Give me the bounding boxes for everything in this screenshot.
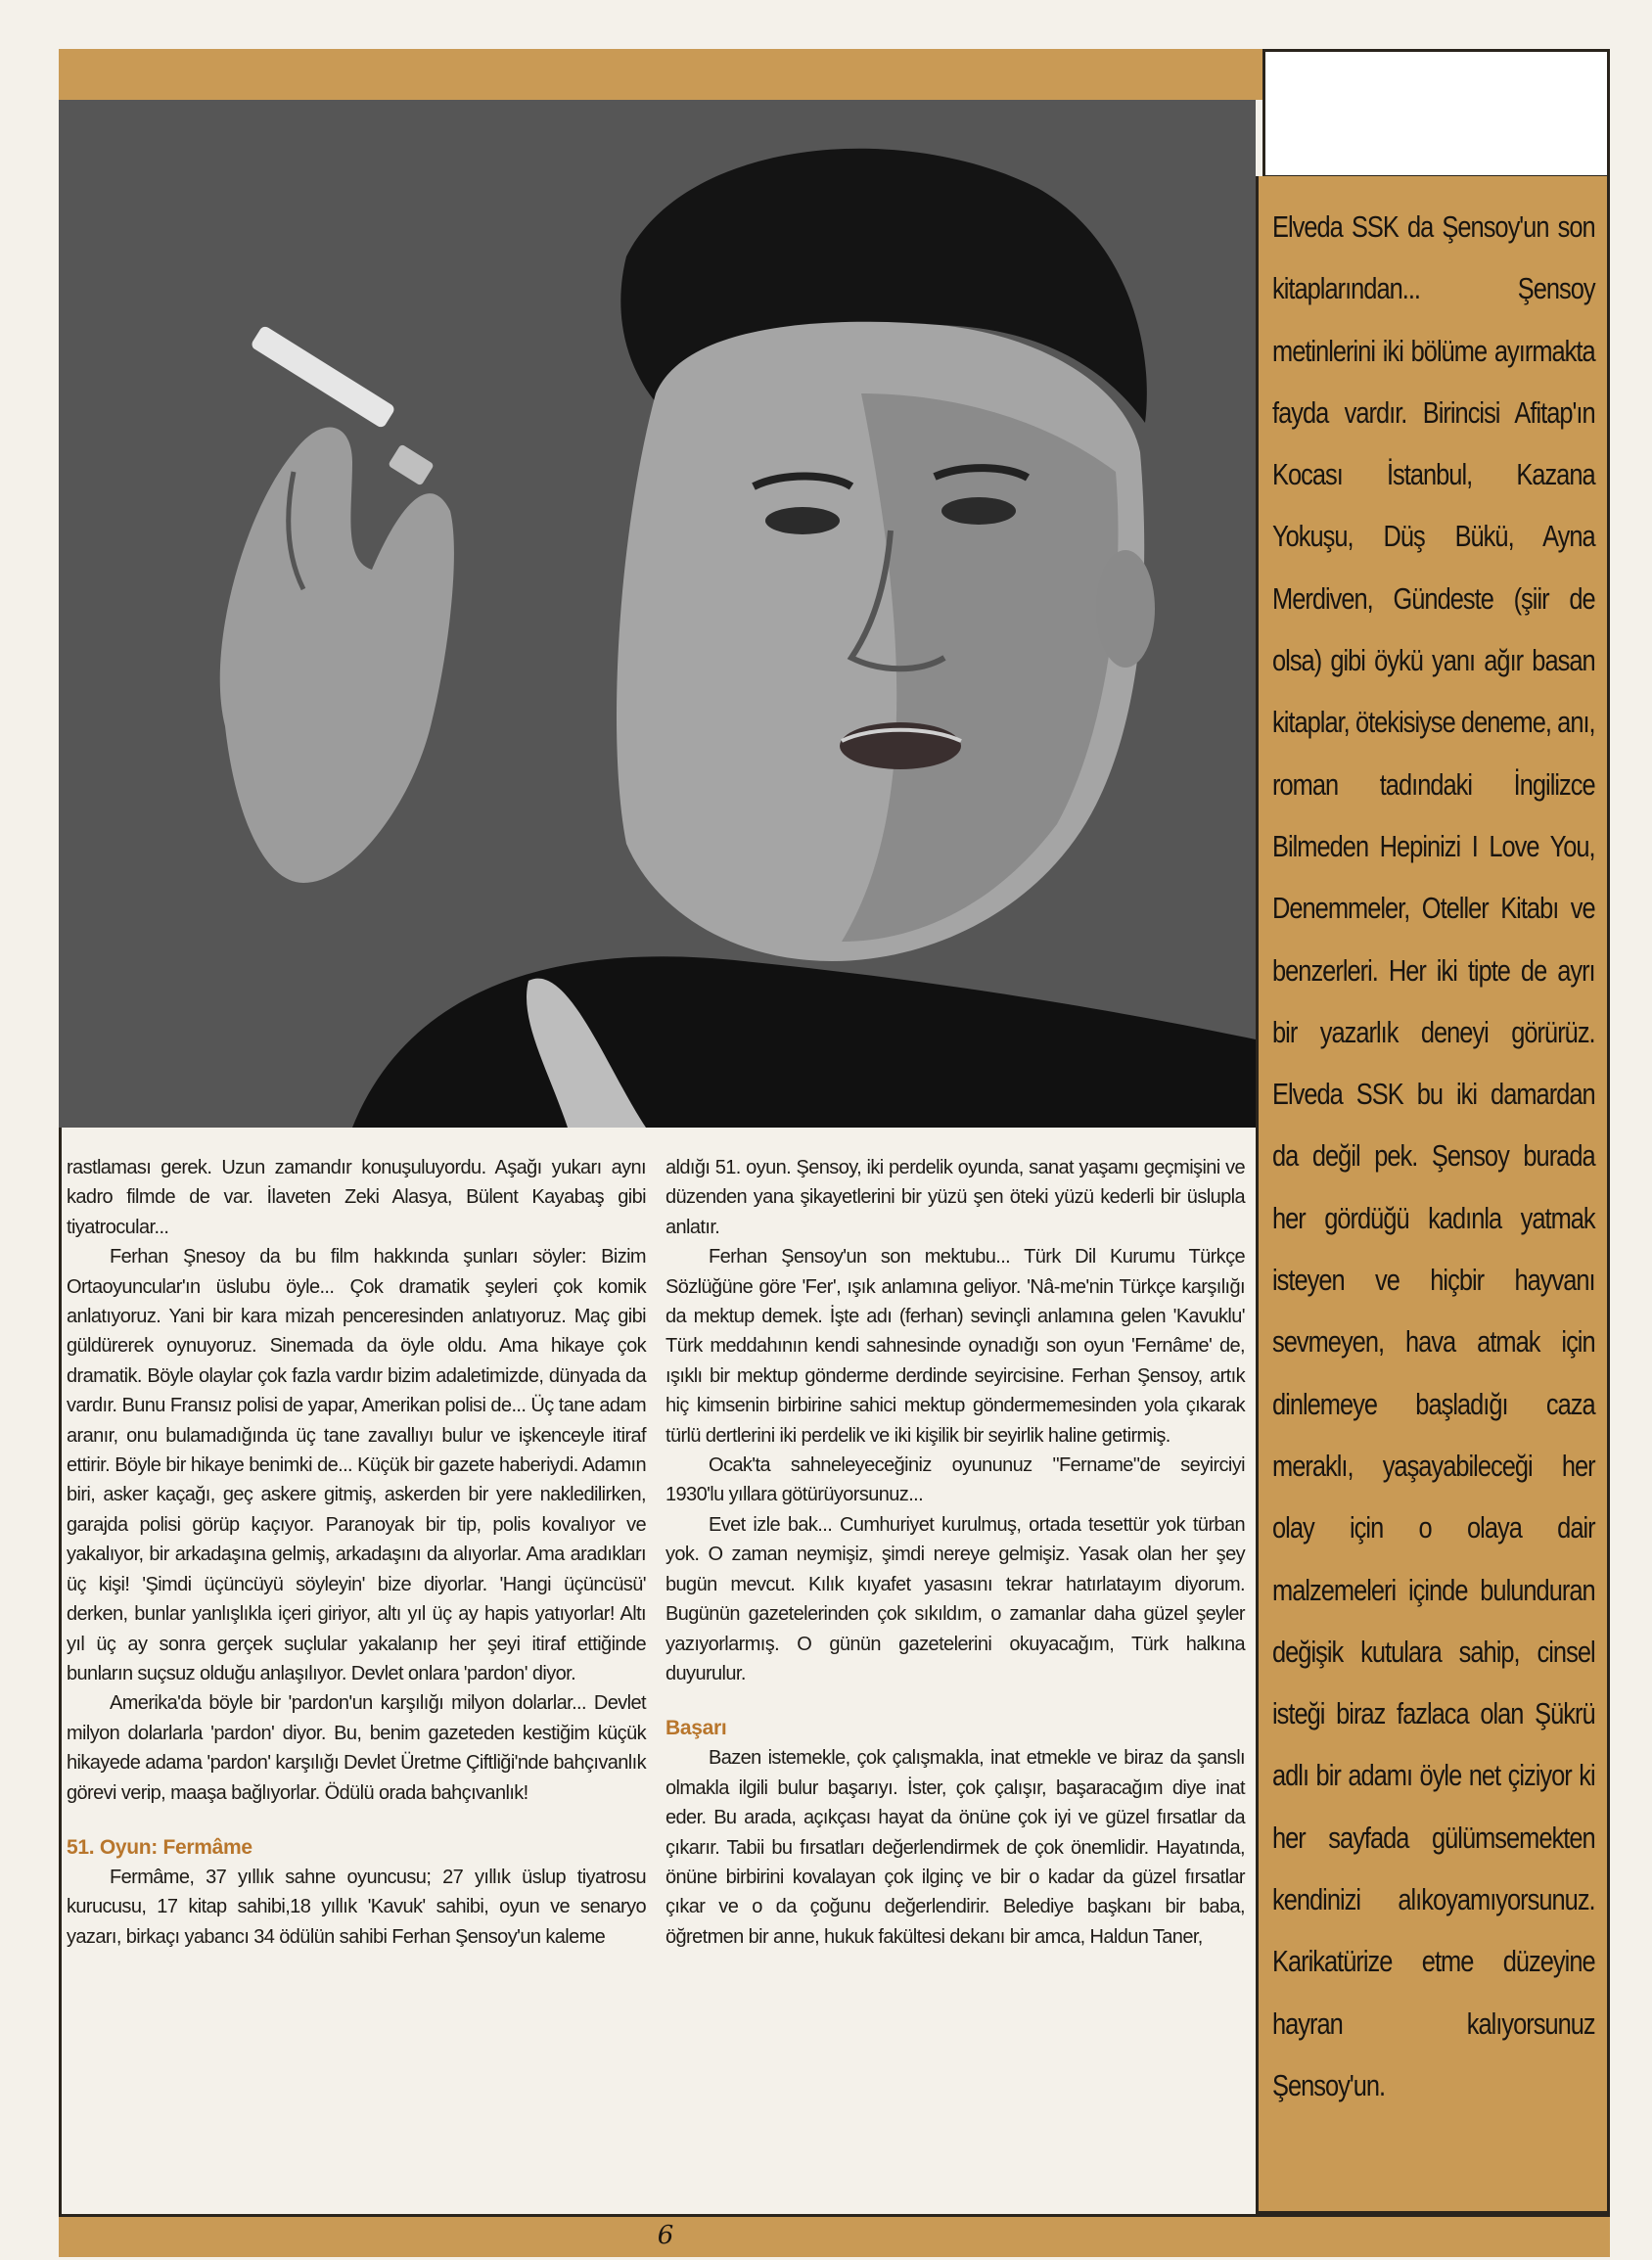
paragraph: rastlaması gerek. Uzun zamandır konuşuluyordu. Aşağı yukarı aynı kadro filmde de var. İlaveten Zeki Alasya, Bülent Kayabaş gibi tiyatrocular... xyxy=(67,1157,646,1238)
footer-band xyxy=(59,2214,1610,2257)
sidebar-text: Elveda SSK da Şensoy'un son kitaplarından... Şensoy metinlerini iki bölüme ayırmakta fayda vardır. Birincisi Afitap'ın Kocası İstanbul, Kazana Yokuşu, Düş Bükü, Ayna Merdiven, Gündeste (şiir de olsa) gibi öykü yanı ağır basan kitaplar, ötekisiyse deneme, anı, roman tadındaki İngilizce Bilmeden Hepinizi I Love You, Denemmeler, Oteller Kitabı ve benzerleri. Her iki tipte de ayrı bir yazarlık deneyi görürüz. Elveda SSK bu iki damardan da değil pek. Şensoy burada her gördüğü kadınla yatmak isteyen ve hiçbir hayvanı sevmeyen, hava atmak için dinlemeye başladığı caza meraklı, yaşayabileceği her olay için o olaya dair malzemeleri içinde bulunduran değişik kutulara sahip, cinsel isteği biraz fazlaca olan Şükrü adlı bir adamı öyle net çiziyor ki her sayfada gülümsemekten kendinizi alıkoyamıyorsunuz. Karikatürize etme düzeyine hayran kalıyorsunuz Şensoy'un. xyxy=(1272,209,1595,2102)
left-column xyxy=(67,1153,646,1952)
paragraph: Evet izle bak... Cumhuriyet kurulmuş, ortada tesettür yok türban yok. O zaman neymişiz, şimdi nereye gelmişiz. Yasak olan her şey bugün mevcut. Kılık kıyafet yasasını tekrar hatırlatayım diyorum. Bugünün gazetelerinden çok sıkıldım, o zamanlar daha güzel şeyler yazıyorlarmış. O günün gazetelerini okuyacağım, Türk halkına duyurulur. xyxy=(665,1513,1245,1684)
top-right-box xyxy=(1262,49,1610,178)
left-rule xyxy=(59,1128,62,2214)
portrait-illustration xyxy=(59,100,1256,1128)
paragraph: Amerika'da böyle bir 'pardon'un karşılığı milyon dolarlar... Devlet milyon dolarlarla 'pardon' diyor. Bu, benim gazeteden kestiğim küçük hikayede adama 'pardon' karşılığı Devlet Üretme Çiftliği'nde bahçıvanlık görevi verip, maaşa bağlıyorlar. Ödülü orada bahçıvanlık! xyxy=(67,1692,646,1804)
section-heading: 51. Oyun: Fermâme xyxy=(67,1835,252,1859)
paragraph: Ferhan Şnesoy da bu film hakkında şunları söyler: Bizim Ortaoyuncular'ın üslubu öyle... Çok dramatik şeyleri çok komik anlatıyoruz. Yani bir kara mizah penceresinden anlatıyoruz. Maç gibi güldürerek oynuyoruz. Sinemada da öyle oldu. Ama hikaye çok dramatik. Böyle olaylar çok fazla vardır bizim adaletimizde, dünyada da vardır. Bunu Fransız polisi de yapar, Amerikan polisi de... Üç tane adam aranır, onu bulamadığında üç tane zavallıyı bulur ve işkenceyle itiraf ettirir. Böyle bir hikaye benimki de... Küçük bir gazete haberiydi. Adamın biri, asker kaçağı, geç askere gitmiş, askerden bir yere nakledilirken, garajda polisi görüp kaçıyor. Paranoyak bir tip, polis kovalıyor ve yakalıyor, bir arkadaşına gelmiş, arkadaşını da alıyorlar. Ama aradıkları üç kişi! 'Şimdi üçüncüyü söyleyin' bize diyorlar. 'Hangi üçüncüsü' derken, bunlar yanlışlıkla içeri giriyor, altı yıl üç ay hapis yatıyorlar! Altı yıl üç ay sonra gerçek suçlular yakalanıp her şeyi itiraf ettiğinde bunların suçsuz olduğu anlaşılıyor. Devlet onlara 'pardon' diyor. xyxy=(67,1246,646,1684)
paragraph: Bazen istemekle, çok çalışmakla, inat etmekle ve biraz da şanslı olmakla ilgili bulur başarıyı. İster, çok çalışır, başaracağım diye inat eder. Bu arada, açıkçası hayat da önüne çok iyi ve güzel fırsatlar da çıkarır. Tabii bu fırsatları değerlendirmek de çok önemlidir. Hayatında, önüne birbirini kovalayan çok ilginç ve bir o kadar da güzel fırsatlar çıkar ve o da çoğunu değerlendirir. Belediye başkanı bir baba, öğretmen bir anne, hukuk fakültesi dekanı bir amca, Haldun Taner, xyxy=(665,1747,1245,1948)
section-heading: Başarı xyxy=(665,1717,727,1740)
top-header-band xyxy=(59,49,1262,100)
page-number: 6 xyxy=(657,2221,674,2250)
portrait-photo xyxy=(59,100,1256,1128)
paragraph: Fermâme, 37 yıllık sahne oyuncusu; 27 yıllık üslup tiyatrosu kurucusu, 17 kitap sahibi,18 yıllık 'Kavuk' sahibi, oyun ve senaryo yazarı, birkaçı yabancı 34 ödülün sahibi Ferhan Şensoy'un kaleme xyxy=(67,1866,646,1948)
paragraph: Ocak'ta sahneleyeceğiniz oyununuz "Fername"de seyirciyi 1930'lu yıllara götürüyorsunuz... xyxy=(665,1454,1245,1506)
paragraph: Ferhan Şensoy'un son mektubu... Türk Dil Kurumu Türkçe Sözlüğüne göre 'Fer', ışık anlamına geliyor. 'Nâ-me'nin Türkçe karşılığı da mektup demek. İşte adı (ferhan) sevinçli anlamına gelen 'Kavuklu' Türk meddahının kendi sahnesinde oynadığı son oyun 'Fernâme' de, ışıklı bir mektup gönderme derdinde seyircisine. Ferhan Şensoy, artık hiç kimsenin birbirine sahici mektup göndermemesinden yola çıkarak türlü dertlerini iki perdelik ve iki kişilik bir seyirlik haline getirmiş. xyxy=(665,1246,1245,1447)
paragraph: aldığı 51. oyun. Şensoy, iki perdelik oyunda, sanat yaşamı geçmişini ve düzenden yana şikayetlerini bir yüzü şen öteki yüzü kederli bir üslupla anlatır. xyxy=(665,1157,1245,1238)
right-column xyxy=(665,1153,1245,1952)
